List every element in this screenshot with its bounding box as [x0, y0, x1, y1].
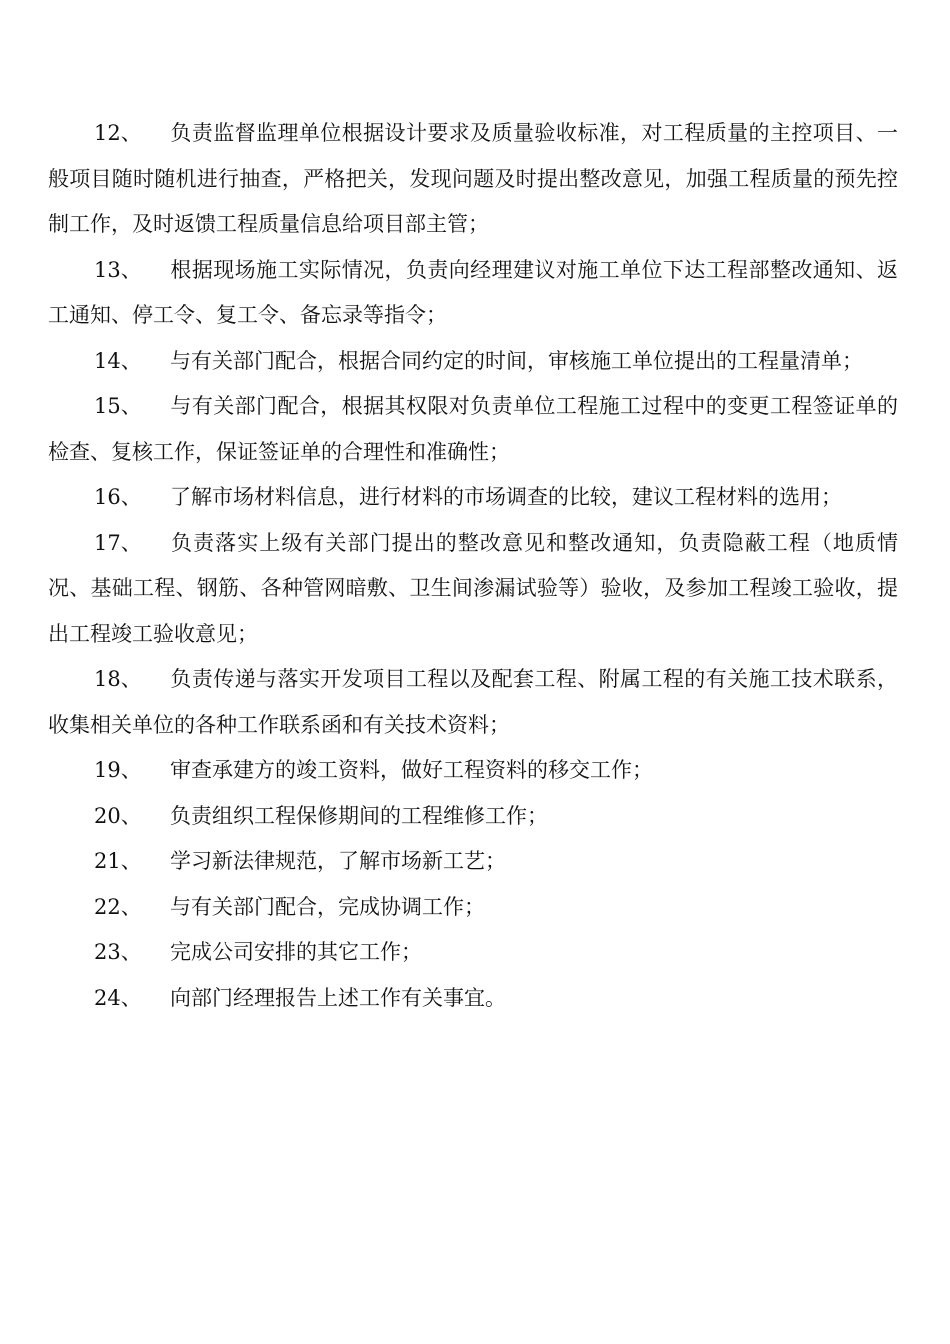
- item-number: 24、: [94, 985, 142, 1010]
- list-item-16: [48, 475, 898, 521]
- item-number: 15、: [94, 394, 142, 418]
- list-item-12: [48, 111, 898, 248]
- item-number: 23、: [94, 940, 142, 964]
- item-number: 18、: [94, 667, 142, 691]
- item-number: 13、: [94, 257, 142, 282]
- item-text: 负责传递与落实开发项目工程以及配套工程、附属工程的有关施工技术联系，收集相关单位的各种工作联系函和有关技术资料；: [48, 667, 898, 737]
- list-item-17: [48, 521, 898, 658]
- item-text: 审查承建方的竣工资料，做好工程资料的移交工作；: [170, 758, 653, 782]
- list-item-13: [48, 248, 898, 339]
- list-item-21: [48, 839, 898, 885]
- list-item-15: [48, 384, 898, 475]
- item-text: 负责监督监理单位根据设计要求及质量验收标准，对工程质量的主控项目、一般项目随时随机进行抽查，严格把关，发现问题及时提出整改意见，加强工程质量的预先控制工作，及时返馈工程质量信息给项目部主管；: [48, 121, 898, 236]
- document-page: [48, 111, 898, 1021]
- list-item-14: [48, 339, 898, 385]
- item-number: 22、: [94, 894, 142, 919]
- item-number: 19、: [94, 758, 142, 782]
- list-item-24: [48, 976, 898, 1022]
- item-number: 20、: [94, 803, 142, 828]
- item-number: 21、: [94, 849, 142, 873]
- item-text: 与有关部门配合，根据其权限对负责单位工程施工过程中的变更工程签证单的检查、复核工作，保证签证单的合理性和准确性；: [48, 394, 898, 464]
- item-text: 根据现场施工实际情况，负责向经理建议对施工单位下达工程部整改通知、返工通知、停工令、复工令、备忘录等指令；: [48, 257, 898, 327]
- item-text: 负责落实上级有关部门提出的整改意见和整改通知，负责隐蔽工程（地质情况、基础工程、钢筋、各种管网暗敷、卫生间渗漏试验等）验收，及参加工程竣工验收，提出工程竣工验收意见；: [48, 530, 898, 646]
- item-text: 学习新法律规范，了解市场新工艺；: [170, 849, 506, 873]
- item-text: 负责组织工程保修期间的工程维修工作；: [170, 803, 548, 828]
- item-number: 12、: [94, 121, 142, 145]
- item-number: 17、: [94, 530, 142, 555]
- item-number: 16、: [94, 485, 142, 509]
- item-number: 14、: [94, 348, 142, 373]
- list-item-22: [48, 885, 898, 931]
- list-item-20: [48, 794, 898, 840]
- item-text: 与有关部门配合，根据合同约定的时间，审核施工单位提出的工程量清单；: [170, 348, 863, 373]
- item-text: 了解市场材料信息，进行材料的市场调查的比较，建议工程材料的选用；: [170, 485, 842, 509]
- list-item-18: [48, 657, 898, 748]
- item-text: 完成公司安排的其它工作；: [170, 940, 422, 964]
- list-item-19: [48, 748, 898, 794]
- list-item-23: [48, 930, 898, 976]
- item-text: 与有关部门配合，完成协调工作；: [170, 894, 485, 919]
- item-text: 向部门经理报告上述工作有关事宜。: [170, 985, 506, 1010]
